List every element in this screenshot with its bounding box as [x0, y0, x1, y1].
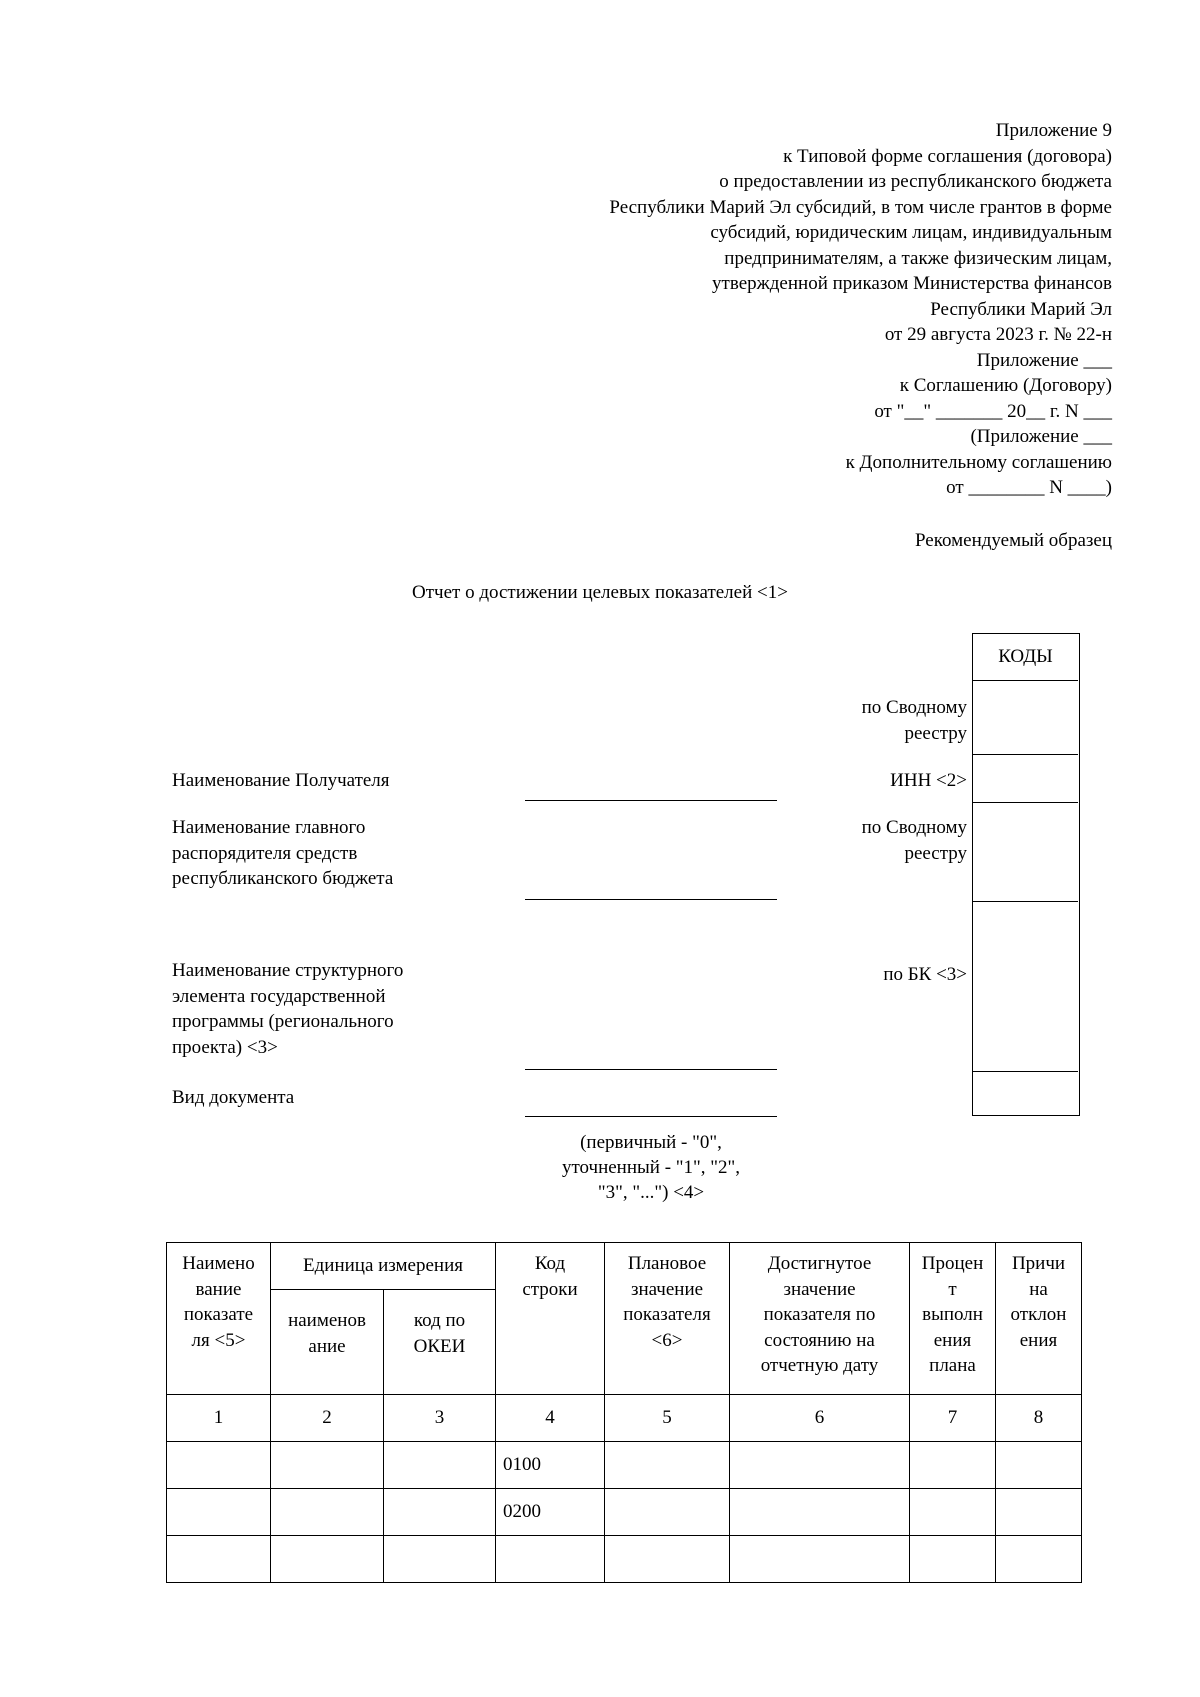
column-number: 4 [496, 1395, 605, 1442]
header-deviation-reason [996, 1243, 1082, 1395]
table-cell[interactable] [271, 1442, 384, 1489]
header-text: ОКЕИ [413, 1335, 466, 1357]
label-line: элемента государственной [172, 985, 386, 1007]
label-line: проекта) <3> [172, 1036, 278, 1058]
header-text: ание [308, 1335, 346, 1357]
report-title: Отчет о достижении целевых показателей <1> [412, 582, 788, 603]
codes-divider [973, 680, 1078, 681]
header-line: к Дополнительному соглашению [845, 451, 1112, 473]
header-unit-code [384, 1290, 496, 1395]
table-row [167, 1536, 1082, 1583]
header-line: от 29 августа 2023 г. № 22-н [884, 324, 1112, 345]
header-text: значение [630, 1278, 704, 1300]
codes-divider [973, 802, 1078, 803]
recipient-input-line[interactable] [525, 800, 777, 801]
column-number: 8 [996, 1395, 1082, 1442]
table-cell[interactable] [167, 1442, 271, 1489]
header-text: ения [933, 1329, 972, 1351]
structural-element-label [172, 958, 403, 1060]
header-text: значение [783, 1278, 856, 1300]
header-line: Приложение ___ [976, 349, 1112, 371]
table-cell[interactable] [910, 1536, 996, 1583]
table-cell[interactable] [167, 1536, 271, 1583]
header-text: код по [413, 1310, 466, 1331]
main-manager-input-line[interactable] [525, 899, 777, 900]
header-text: ения [1019, 1329, 1058, 1351]
header-line: Республики Марий Эл [930, 298, 1112, 320]
table-cell[interactable] [996, 1442, 1082, 1489]
document-type-note [525, 1130, 777, 1205]
table-header-row [167, 1243, 1082, 1290]
header-line: Приложение 9 [995, 120, 1112, 141]
header-percent-completion [910, 1243, 996, 1395]
header-text: показателя [623, 1304, 711, 1325]
row-code-cell [496, 1536, 605, 1583]
note-line: "3", "...") <4> [597, 1182, 705, 1203]
column-number: 7 [910, 1395, 996, 1442]
table-cell[interactable] [605, 1536, 730, 1583]
table-cell[interactable] [384, 1536, 496, 1583]
table-cell[interactable] [384, 1442, 496, 1489]
table-row [167, 1489, 1082, 1536]
header-text: т [948, 1278, 957, 1300]
code-label-svod-register-2 [862, 815, 967, 866]
header-text: на [1029, 1278, 1048, 1300]
header-line: предпринимателям, а также физическим лицам, [724, 247, 1112, 269]
label-line: Наименование структурного [172, 960, 404, 981]
header-text: Плановое [627, 1253, 707, 1274]
table-cell[interactable] [910, 1489, 996, 1536]
header-text: Процен [921, 1253, 984, 1274]
table-cell[interactable] [271, 1489, 384, 1536]
appendix-header [609, 118, 1112, 501]
header-text: <6> [651, 1329, 683, 1351]
recommended-sample-label: Рекомендуемый образец [914, 530, 1112, 551]
main-manager-label [172, 815, 393, 892]
codes-divider [973, 1071, 1078, 1072]
table-cell[interactable] [167, 1489, 271, 1536]
header-text: Наимено [182, 1253, 255, 1274]
code-label-line: по Сводному [861, 817, 967, 838]
header-line: Республики Марий Эл субсидий, в том числе грантов в форме [609, 196, 1112, 218]
row-code-cell: 0200 [496, 1489, 605, 1536]
column-number: 6 [730, 1395, 910, 1442]
table-cell[interactable] [384, 1489, 496, 1536]
label-line: республиканского бюджета [172, 868, 394, 889]
code-label-line: по Сводному [861, 697, 967, 718]
row-code-cell: 0100 [496, 1442, 605, 1489]
table-cell[interactable] [730, 1442, 910, 1489]
label-line: распорядителя средств [172, 842, 358, 864]
table-row [167, 1442, 1082, 1489]
header-unit-name [271, 1290, 384, 1395]
header-text: отчетную дату [760, 1355, 879, 1376]
header-line: о предоставлении из республиканского бюджета [719, 171, 1112, 192]
table-cell[interactable] [910, 1442, 996, 1489]
column-number: 1 [167, 1395, 271, 1442]
header-text: наименов [288, 1310, 366, 1331]
code-label-line: реестру [904, 842, 967, 864]
header-line: к Соглашению (Договору) [899, 375, 1112, 396]
code-label-line: реестру [904, 722, 967, 744]
code-label-bk: по БК <3> [883, 964, 967, 985]
codes-divider [973, 901, 1078, 902]
header-text: Причи [1011, 1253, 1066, 1274]
header-text: показателя по [763, 1304, 876, 1325]
table-cell[interactable] [996, 1489, 1082, 1536]
header-text: показате [183, 1304, 254, 1325]
header-row-code [496, 1243, 605, 1395]
header-line: к Типовой форме соглашения (договора) [783, 145, 1112, 167]
header-text: строки [522, 1278, 578, 1300]
code-label-svod-register-1 [862, 695, 967, 746]
header-line: от ________ N ____) [946, 477, 1112, 498]
header-text: ля <5> [191, 1329, 246, 1351]
note-line: уточненный - "1", "2", [561, 1157, 741, 1178]
header-text: состоянию на [764, 1329, 875, 1351]
code-label-inn: ИНН <2> [890, 770, 967, 791]
header-text: вание [195, 1278, 242, 1300]
table-cell[interactable] [996, 1536, 1082, 1583]
column-number: 3 [384, 1395, 496, 1442]
label-line: программы (регионального [172, 1011, 394, 1032]
table-cell[interactable] [605, 1489, 730, 1536]
header-text: Код [534, 1253, 566, 1274]
header-unit-group: Единица измерения [271, 1243, 496, 1290]
header-text: отклон [1010, 1304, 1067, 1325]
codes-box [972, 633, 1080, 1116]
indicators-table [166, 1242, 1082, 1583]
document-type-input-line[interactable] [525, 1116, 777, 1117]
table-cell[interactable] [271, 1536, 384, 1583]
structural-element-input-line[interactable] [525, 1069, 777, 1070]
table-cell[interactable] [605, 1442, 730, 1489]
label-line: Наименование главного [172, 817, 366, 838]
header-line: субсидий, юридическим лицам, индивидуальным [710, 222, 1112, 243]
column-number: 5 [605, 1395, 730, 1442]
table-number-row [167, 1395, 1082, 1442]
header-text: плана [929, 1355, 976, 1376]
column-number: 2 [271, 1395, 384, 1442]
header-achieved-value [730, 1243, 910, 1395]
codes-header: КОДЫ [998, 646, 1053, 667]
table-cell[interactable] [730, 1536, 910, 1583]
header-line: от "__" _______ 20__ г. N ___ [874, 400, 1112, 422]
table-cell[interactable] [730, 1489, 910, 1536]
header-indicator-name [167, 1243, 271, 1395]
codes-divider [973, 754, 1078, 755]
note-line: (первичный - "0", [580, 1132, 722, 1153]
header-text: выполн [922, 1304, 983, 1325]
document-type-label: Вид документа [172, 1087, 295, 1108]
recipient-label: Наименование Получателя [172, 770, 390, 791]
header-line: утвержденной приказом Министерства финансов [712, 273, 1112, 294]
header-text: Достигнутое [767, 1253, 872, 1274]
header-line: (Приложение ___ [970, 426, 1112, 447]
header-planned-value [605, 1243, 730, 1395]
